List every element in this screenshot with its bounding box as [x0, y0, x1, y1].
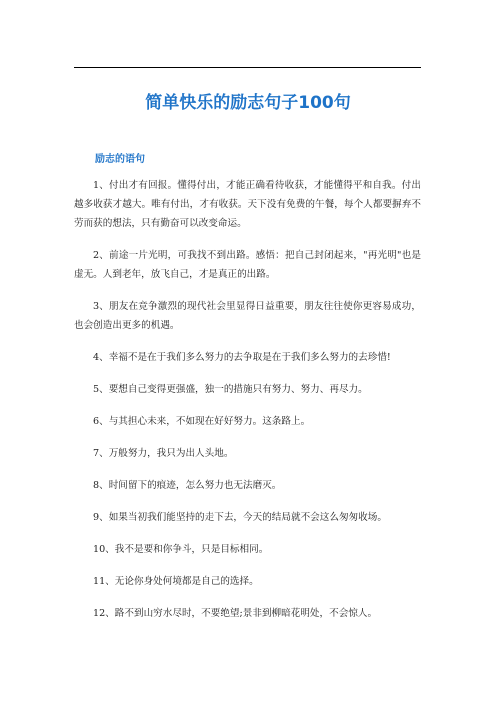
- paragraph: 3、朋友在竞争激烈的现代社会里显得日益重要，朋友往往使你更容易成功，也会创造出更多的机遇。: [74, 301, 421, 331]
- paragraph: 10、我不是要和你争斗，只是目标相同。: [93, 544, 269, 555]
- paragraph: 2、前途一片光明，可我找不到出路。感悟：把自己封闭起来，"再光明"也是虚无。人到老年，放飞自己，才是真正的出路。: [74, 250, 421, 280]
- paragraph: 7、万般努力，我只为出人头地。: [93, 448, 234, 459]
- header-rule: [74, 67, 421, 68]
- paragraph: 1、付出才有回报。懂得付出，才能正确看待收获，才能懂得平和自我。付出越多收获才越大。唯有付出，才有收获。天下没有免费的午餐，每个人都要摒弃不劳而获的想法，只有勤奋可以改变命运。: [74, 180, 421, 229]
- body-text: [74, 176, 421, 636]
- paragraph: 12、路不到山穷水尽时，不要绝望;景非到柳暗花明处，不会惊人。: [93, 608, 378, 619]
- paragraph: 11、无论你身处何境都是自己的选择。: [93, 576, 259, 587]
- paragraph: 4、幸福不是在于我们多么努力的去争取是在于我们多么努力的去珍惜!: [93, 352, 391, 363]
- paragraph: 8、时间留下的痕迹，怎么努力也无法磨灭。: [93, 480, 282, 491]
- paragraph: 6、与其担心未来，不如现在好好努力。这条路上。: [93, 416, 311, 427]
- section-heading: 励志的语句: [95, 154, 145, 165]
- paragraph: 5、要想自己变得更强盛，独一的措施只有努力、努力、再尽力。: [93, 384, 368, 395]
- paragraph: 9、如果当初我们能坚持的走下去，今天的结局就不会这么匆匆收场。: [93, 512, 387, 523]
- page-title: 简单快乐的励志句子100句: [145, 93, 351, 113]
